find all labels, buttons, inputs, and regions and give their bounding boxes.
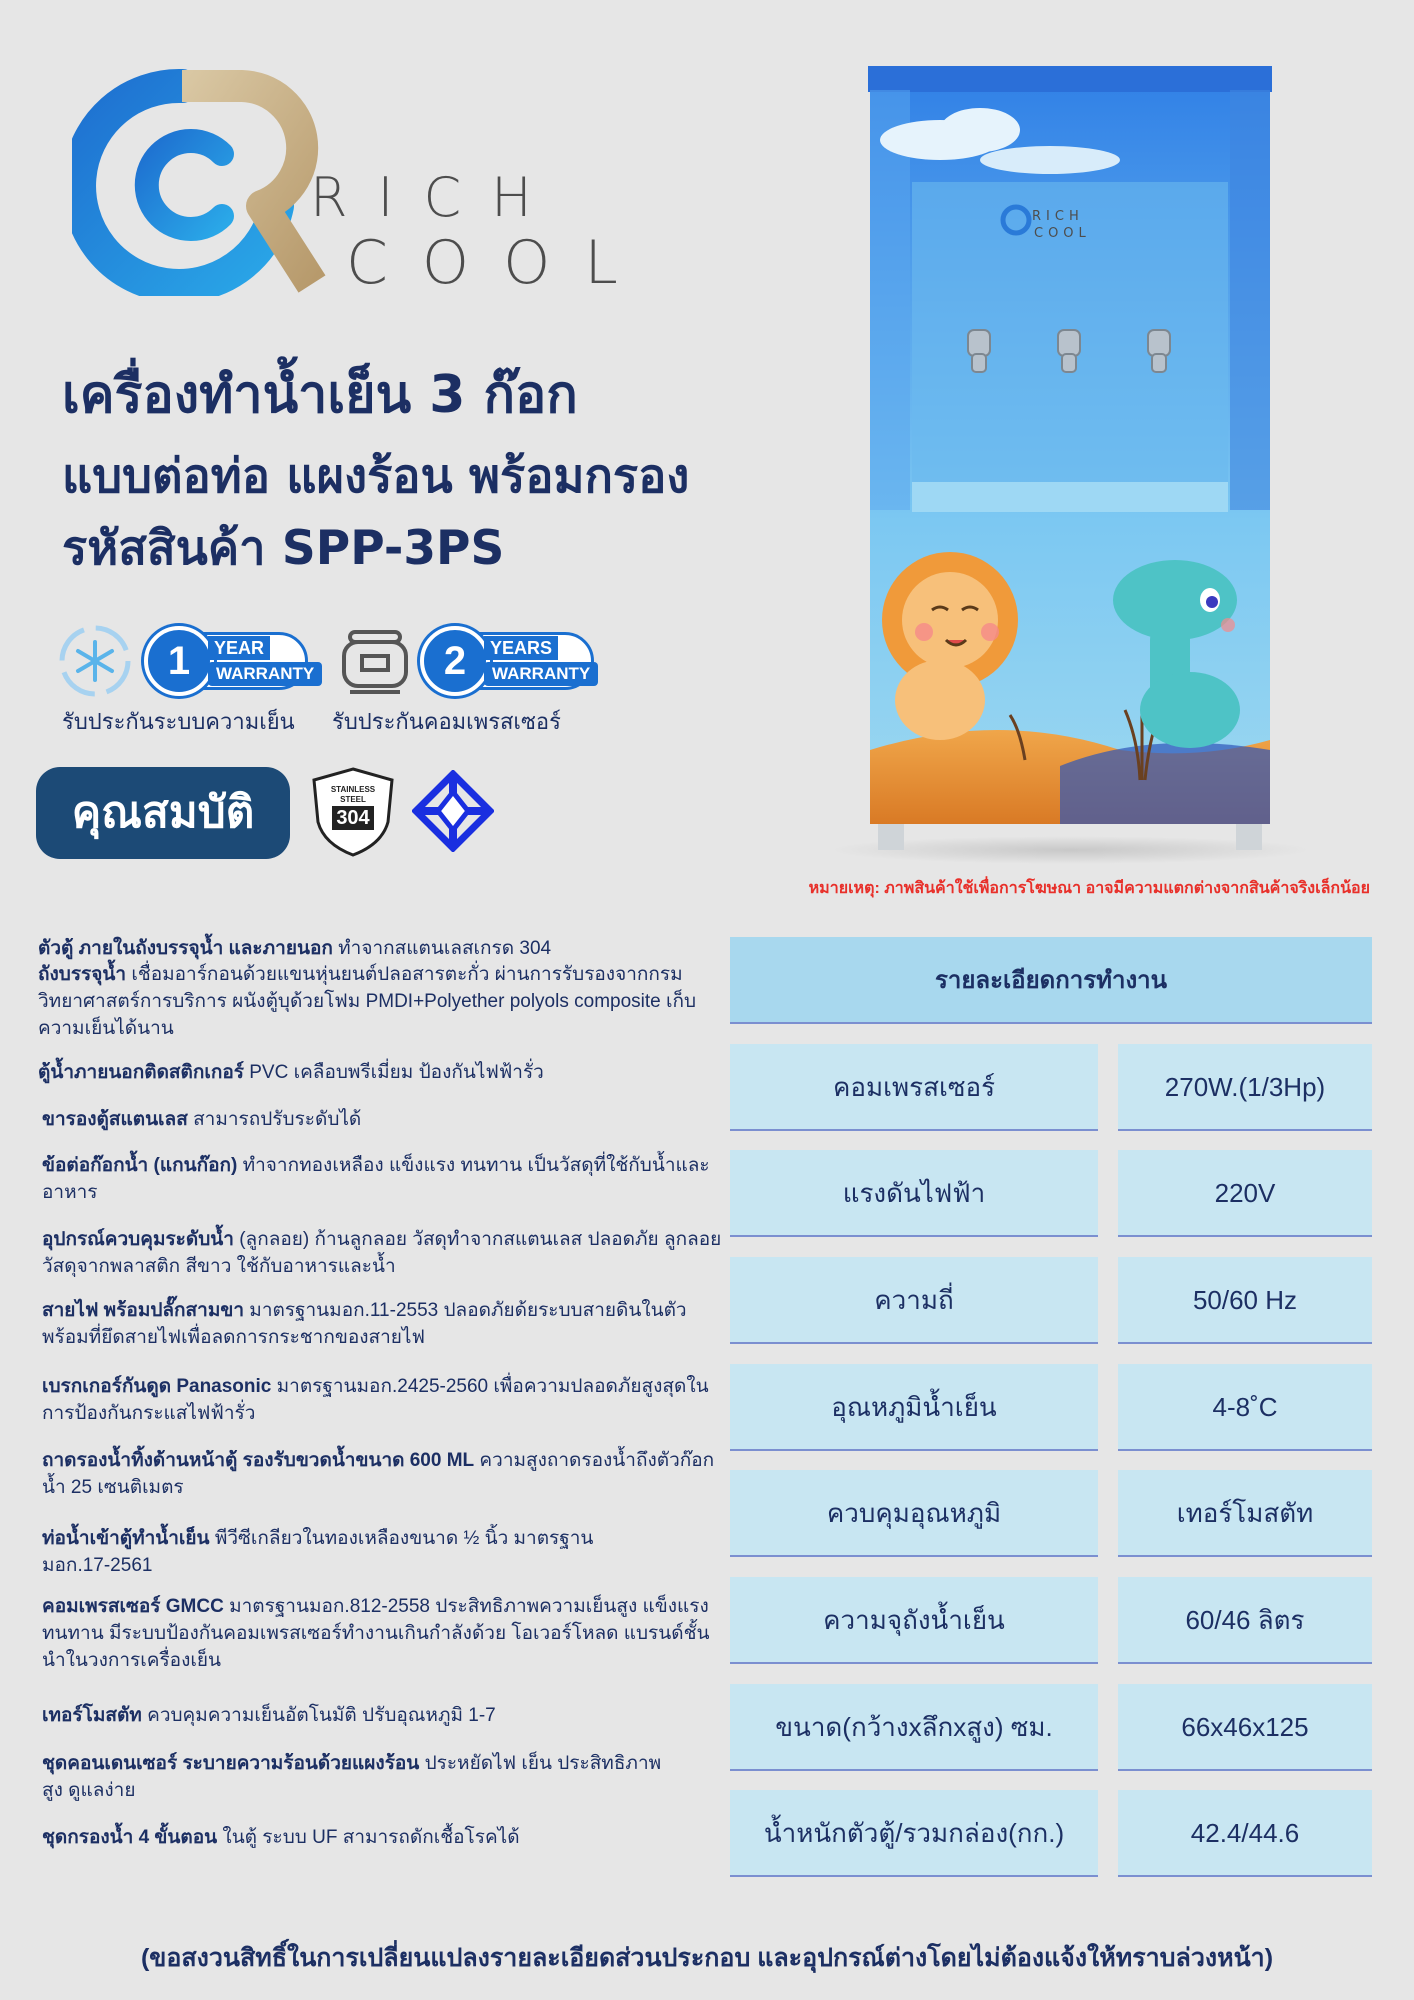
steel-line-2: STEEL [340,795,366,804]
feature-5 [42,1152,722,1206]
spec-value-voltage: 220V [1118,1150,1372,1237]
warranty-compressor [332,620,602,740]
footer-disclaimer: (ขอสงวนสิทธิ์ในการเปลี่ยนแปลงรายละเอียดส่วนประกอบ และอุปกรณ์ต่างโดยไม่ต้องแจ้งให้ทราบล่วงหน้า) [140,1944,1274,1972]
feature-9-title: ถาดรองน้ำทิ้งด้านหน้าตู้ รองรับขวดน้ำขนาด 600 ML [42,1450,475,1471]
feature-6 [42,1226,722,1280]
spec-table-header: รายละเอียดการทำงาน [730,937,1372,1024]
feature-7-title: สายไฟ พร้อมปลั๊กสามขา [42,1300,245,1321]
spec-label-weight: น้ำหนักตัวตู้/รวมกล่อง(กก.) [730,1790,1098,1877]
title-line-3: รหัสสินค้า SPP-3PS [62,521,505,576]
feature-11-title: คอมเพรสเซอร์ GMCC [42,1596,224,1617]
warranty-caption-1: รับประกันระบบความเย็น [62,709,295,734]
feature-9-text: ความสูงถาดรองน้ำถึงตัวก๊อกน้ำ 25 เซนติเมตร [42,1450,715,1498]
feature-12-title: เทอร์โมสตัท [42,1705,142,1726]
feature-6-text: (ลูกลอย) ก้านลูกลอย วัสดุทำจากสแตนเลส ปลอดภัย ลูกลอยวัสดุจากพลาสติก สีขาว ใช้กับอาหารและน้ำ [42,1229,722,1277]
water-cooler-illustration [820,60,1320,870]
feature-10-title: ท่อน้ำเข้าตู้ทำน้ำเย็น [42,1528,210,1549]
tis-certification-icon [412,770,494,852]
feature-7 [42,1297,722,1351]
spec-label-capacity: ความจุถังน้ำเย็น [730,1577,1098,1664]
feature-1 [38,935,718,962]
compressor-icon [336,622,414,700]
logo-word-rich: RICH [310,166,562,229]
title-line-1: เครื่องทำน้ำเย็น 3 ก๊อก [62,365,578,425]
feature-13-text: ประหยัดไฟ เย็น ประสิทธิภาพสูง ดูแลง่าย [42,1753,662,1801]
feature-2-text: เชื่อมอาร์กอนด้วยแขนหุ่นยนต์ปลอสารตะกั่ว ผ่านการรับรองจากกรมวิทยาศาสตร์การบริการ ผนังตู้บุด้วยโฟม PMDI+Polyether polyols composite เก็บความเย็นได้นาน [38,964,697,1039]
feature-14-title: ชุดกรองน้ำ 4 ขั้นตอน [42,1827,218,1848]
feature-4 [42,1106,722,1133]
warranty-bottom-1: WARRANTY [208,662,322,686]
spec-value-compressor: 270W.(1/3Hp) [1118,1044,1372,1131]
warranty-top-2: YEARS [484,636,558,660]
feature-2 [38,961,718,1042]
feature-8-text: มาตรฐานมอก.2425-2560 เพื่อความปลอดภัยสูงสุดในการป้องกันกระแสไฟฟ้ารั่ว [42,1376,709,1424]
spec-label-frequency: ความถี่ [730,1257,1098,1344]
logo-word-cool: COOL [346,228,652,298]
feature-12 [42,1702,722,1729]
feature-8 [42,1373,722,1427]
features-heading: คุณสมบัติ [36,767,290,859]
warranty-caption-2: รับประกันคอมเพรสเซอร์ [332,709,561,734]
feature-4-text: สามารถปรับระดับได้ [187,1109,362,1130]
spec-label-temperature: อุณหภูมิน้ำเย็น [730,1364,1098,1451]
spec-value-dimensions: 66x46x125 [1118,1684,1372,1771]
feature-10-text: พีวีซีเกลียวในทองเหลืองขนาด ½ นิ้ว มาตรฐานมอก.17-2561 [42,1528,594,1576]
feature-13 [42,1750,662,1804]
product-logo-cool: COOL [1034,226,1091,241]
feature-8-title: เบรกเกอร์กันดูด Panasonic [42,1376,272,1397]
spec-value-temperature: 4-8˚C [1118,1364,1372,1451]
feature-3 [38,1059,718,1086]
stainless-steel-304-badge [310,766,396,858]
feature-5-title: ข้อต่อก๊อกน้ำ (แกนก๊อก) [42,1155,238,1176]
warranty-top-1: YEAR [208,636,270,660]
feature-3-text: PVC เคลือบพรีเมี่ยม ป้องกันไฟฟ้ารั่ว [243,1062,544,1083]
spec-label-control: ควบคุมอุณหภูมิ [730,1470,1098,1557]
feature-11 [42,1593,722,1674]
feature-14 [42,1824,722,1851]
warranty-cooling [56,620,316,740]
spec-value-weight: 42.4/44.6 [1118,1790,1372,1877]
product-logo-rich: RICH [1032,209,1084,224]
feature-11-text: มาตรฐานมอก.812-2558 ประสิทธิภาพความเย็นสูง แข็งแรง ทนทาน มีระบบป้องกันคอมเพรสเซอร์ทำงานเกินกำลังด้วย โอเวอร์โหลด แบรนด์ชั้นนำในวงการเครื่องเย็น [42,1596,710,1671]
feature-14-text: ในตู้ ระบบ UF สามารถดักเชื้อโรคได้ [217,1827,520,1848]
feature-4-title: ขารองตู้สแตนเลส [42,1109,188,1130]
warranty-bottom-2: WARRANTY [484,662,598,686]
feature-2-title: ถังบรรจุน้ำ [38,964,127,985]
disclaimer-note: หมายเหตุ: ภาพสินค้าใช้เพื่อการโฆษณา อาจมีความแตกต่างจากสินค้าจริงเล็กน้อย [808,880,1370,897]
steel-number: 304 [332,806,374,830]
feature-5-text: ทำจากทองเหลือง แข็งแรง ทนทาน เป็นวัสดุที่ใช้กับน้ำและอาหาร [42,1155,710,1203]
spec-label-compressor: คอมเพรสเซอร์ [730,1044,1098,1131]
brand-logo [72,66,672,296]
spec-value-capacity: 60/46 ลิตร [1118,1577,1372,1664]
spec-label-voltage: แรงดันไฟฟ้า [730,1150,1098,1237]
spec-value-frequency: 50/60 Hz [1118,1257,1372,1344]
warranty-number-2: 2 [420,626,490,696]
feature-6-title: อุปกรณ์ควบคุมระดับน้ำ [42,1229,234,1250]
feature-13-title: ชุดคอนเดนเซอร์ ระบายความร้อนด้วยแผงร้อน [42,1753,420,1774]
product-image [820,60,1320,870]
spec-label-dimensions: ขนาด(กว้างxลึกxสูง) ซม. [730,1684,1098,1771]
feature-3-title: ตู้น้ำภายนอกติดสติกเกอร์ [38,1062,244,1083]
feature-10 [42,1525,602,1579]
feature-7-text: มาตรฐานมอก.11-2553 ปลอดภัยด้ยระบบสายดินในตัว พร้อมที่ยึดสายไฟเพื่อลดการกระชากของสายไฟ [42,1300,687,1348]
feature-12-text: ควบคุมความเย็นอัตโนมัติ ปรับอุณหภูมิ 1-7 [141,1705,496,1726]
steel-line-1: STAINLESS [330,785,376,794]
feature-1-title: ตัวตู้ ภายในถังบรรจุน้ำ และภายนอก [38,938,333,959]
spec-value-control: เทอร์โมสตัท [1118,1470,1372,1557]
feature-1-text: ทำจากสแตนเลสเกรด 304 [332,938,552,959]
feature-9 [42,1447,722,1501]
snowflake-refresh-icon [56,622,134,700]
warranty-number-1: 1 [144,626,214,696]
title-line-2: แบบต่อท่อ แผงร้อน พร้อมกรอง [62,449,690,504]
